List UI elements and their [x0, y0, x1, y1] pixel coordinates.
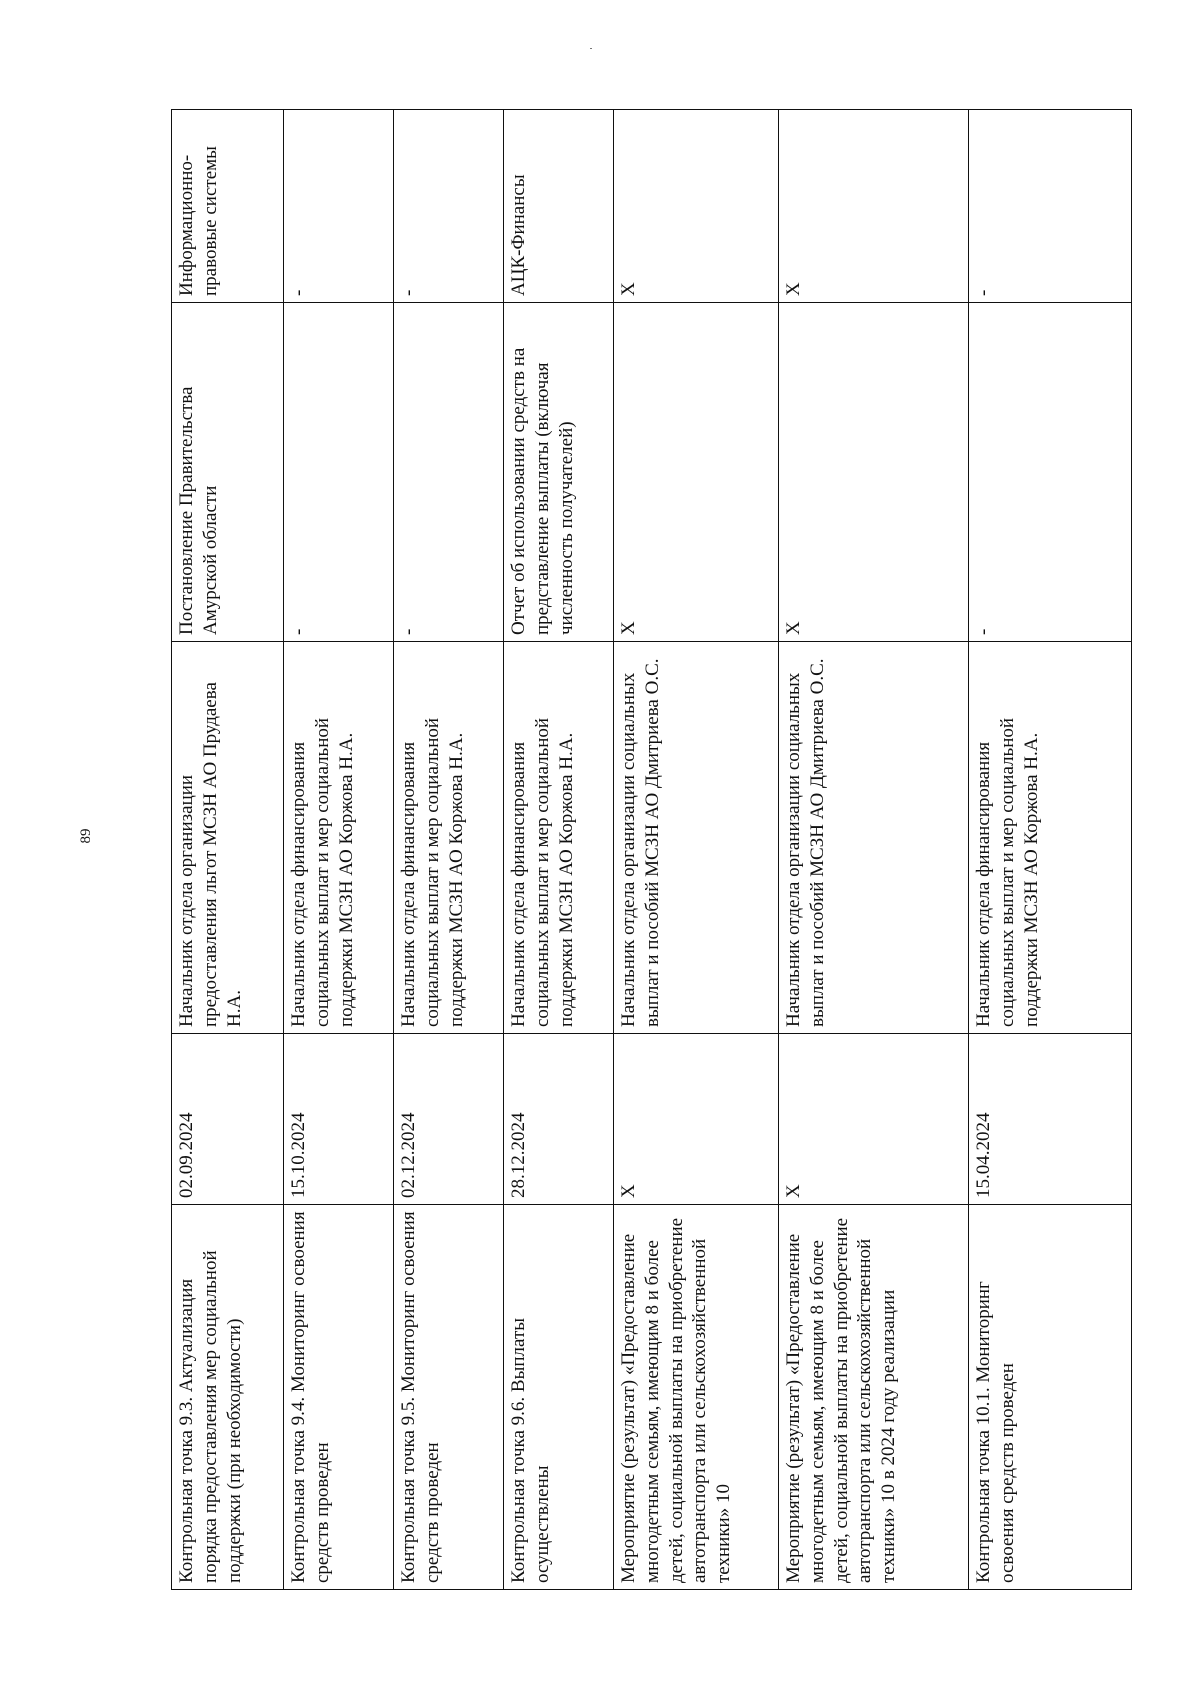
- cell-activity: Мероприятие (результат) «Предоставление многодетным семьям, имеющим 8 и более детей, социальной выплаты на приобретение автотранспорта или сельскохозяйственной техники» 10: [614, 1205, 779, 1590]
- cell-activity: Контрольная точка 10.1. Мониторинг освоения средств проведен: [969, 1205, 1132, 1590]
- table-row: [394, 110, 504, 1590]
- cell-responsible: Начальник отдела организации социальных выплат и пособий МСЗН АО Дмитриева О.С.: [614, 642, 779, 1034]
- cell-deadline: X: [614, 1034, 779, 1205]
- cell-activity: Контрольная точка 9.6. Выплаты осуществлены: [504, 1205, 614, 1590]
- page-number: 89: [78, 828, 94, 844]
- table-row: [614, 110, 779, 1590]
- cell-deadline: 02.09.2024: [172, 1034, 284, 1205]
- cell-info-system: Информационно-правовые системы: [172, 110, 284, 303]
- cell-document: -: [284, 303, 394, 642]
- scan-speck: [590, 48, 592, 49]
- cell-deadline: 28.12.2024: [504, 1034, 614, 1205]
- cell-activity: Контрольная точка 9.4. Мониторинг освоения средств проведен: [284, 1205, 394, 1590]
- cell-info-system: -: [969, 110, 1132, 303]
- cell-deadline: X: [779, 1034, 969, 1205]
- cell-deadline: 15.04.2024: [969, 1034, 1132, 1205]
- table-row: [969, 110, 1132, 1590]
- cell-activity: Контрольная точка 9.3. Актуализация порядка предоставления мер социальной поддержки (при необходимости): [172, 1205, 284, 1590]
- cell-document: Постановление Правительства Амурской области: [172, 303, 284, 642]
- cell-activity: Мероприятие (результат) «Предоставление многодетным семьям, имеющим 8 и более детей, социальной выплаты на приобретение автотранспорта или сельскохозяйственной техники» 10 в 2024 году реализации: [779, 1205, 969, 1590]
- cell-responsible: Начальник отдела финансирования социальных выплат и мер социальной поддержки МСЗН АО Коржова Н.А.: [394, 642, 504, 1034]
- table-row: [284, 110, 394, 1590]
- cell-document: Отчет об использовании средств на представление выплаты (включая численность получателей): [504, 303, 614, 642]
- cell-activity: Контрольная точка 9.5. Мониторинг освоения средств проведен: [394, 1205, 504, 1590]
- cell-info-system: X: [779, 110, 969, 303]
- table-row: [172, 110, 284, 1590]
- cell-info-system: АЦК-Финансы: [504, 110, 614, 303]
- cell-document: X: [614, 303, 779, 642]
- cell-deadline: 15.10.2024: [284, 1034, 394, 1205]
- cell-document: -: [969, 303, 1132, 642]
- cell-document: -: [394, 303, 504, 642]
- table-row: [779, 110, 969, 1590]
- table-row: [504, 110, 614, 1590]
- cell-deadline: 02.12.2024: [394, 1034, 504, 1205]
- rotated-sheet: [171, 110, 1131, 1590]
- cell-responsible: Начальник отдела финансирования социальных выплат и мер социальной поддержки МСЗН АО Коржова Н.А.: [504, 642, 614, 1034]
- cell-responsible: Начальник отдела финансирования социальных выплат и мер социальной поддержки МСЗН АО Коржова Н.А.: [284, 642, 394, 1034]
- cell-responsible: Начальник отдела организации предоставления льгот МСЗН АО Прудаева Н.А.: [172, 642, 284, 1034]
- cell-info-system: X: [614, 110, 779, 303]
- cell-responsible: Начальник отдела финансирования социальных выплат и мер социальной поддержки МСЗН АО Коржова Н.А.: [969, 642, 1132, 1034]
- implementation-plan-table: [171, 109, 1132, 1590]
- cell-info-system: -: [394, 110, 504, 303]
- cell-info-system: -: [284, 110, 394, 303]
- cell-responsible: Начальник отдела организации социальных выплат и пособий МСЗН АО Дмитриева О.С.: [779, 642, 969, 1034]
- cell-document: X: [779, 303, 969, 642]
